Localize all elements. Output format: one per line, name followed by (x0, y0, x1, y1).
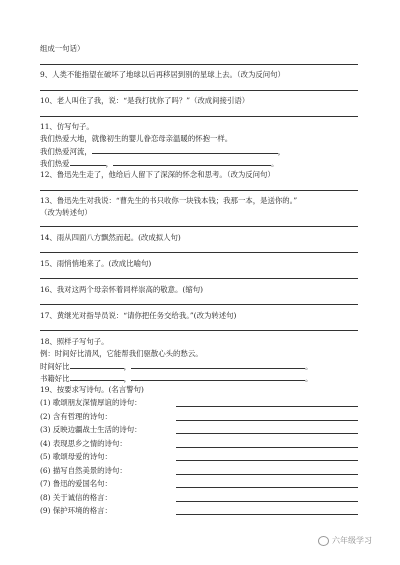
question-19-item: (8) 关于诚信的格言： (40, 492, 112, 502)
comma: ， (277, 147, 286, 156)
watermark (318, 535, 372, 546)
question-19-item: (6) 描写自然美景的诗句： (40, 465, 127, 475)
answer-line[interactable] (40, 90, 358, 91)
question-10: 10、老人叫住了我，说：“是我打扰你了吗？”（改成间接引语） (40, 96, 250, 105)
answer-line[interactable] (176, 406, 358, 407)
question-18-line-2 (40, 373, 312, 383)
question-16: 16、我对这两个母亲怀着同样崇高的敬意。(缩句) (40, 285, 203, 294)
period: 。 (270, 159, 279, 168)
answer-line[interactable] (176, 474, 358, 475)
question-12: 12、鲁迅先生走了，他给后人留下了深深的怀念和思考。（改为反问句） (40, 170, 275, 179)
question-18-line-1 (40, 361, 312, 371)
fill-blank[interactable] (113, 158, 271, 166)
answer-line[interactable] (40, 64, 358, 65)
answer-line[interactable] (40, 252, 358, 253)
line-prefix: 时间好比 (40, 362, 70, 371)
question-14: 14、雨从四面八方飘然而起。(改成拟人句) (40, 233, 181, 242)
watermark-text: 六年级学习 (332, 536, 372, 545)
question-11-line-2 (40, 146, 285, 156)
question-11-title: 11、仿写句子。 (40, 122, 94, 131)
question-19-title: 19、按要求写诗句。(名言警句) (40, 385, 144, 394)
question-18-title: 18、照样子写句子。 (40, 337, 109, 346)
period: 。 (304, 374, 313, 383)
fill-blank[interactable] (70, 361, 124, 369)
question-11-line-3 (40, 158, 278, 168)
question-18-example: 例：时间好比清风，它能帮我们驱散心头的愁云。 (40, 349, 203, 358)
answer-line[interactable] (176, 447, 358, 448)
fill-blank[interactable] (70, 158, 106, 166)
answer-line[interactable] (40, 330, 358, 331)
period: 。 (304, 362, 313, 371)
answer-line[interactable] (176, 420, 358, 421)
comma: ， (123, 362, 131, 371)
question-19-item: (9) 保护环境的格言： (40, 506, 112, 515)
fill-blank[interactable] (131, 373, 305, 381)
line-prefix: 我们热爱河流， (40, 147, 92, 156)
question-9: 9、人类不能指望在破坏了地球以后再移居到别的星球上去。（改为反问句） (40, 70, 285, 79)
question-13-line-2: （改为转述句） (40, 208, 92, 217)
answer-line[interactable] (176, 460, 358, 461)
fill-blank[interactable] (70, 373, 124, 381)
question-19-item: (2) 含有哲理的诗句： (40, 411, 112, 421)
answer-line[interactable] (40, 304, 358, 305)
question-17: 17、黄继光对指导员说：“请你把任务交给我。”(改为转述句) (40, 311, 237, 320)
line-prefix: 我们热爱 (40, 159, 70, 168)
comma: ， (105, 159, 113, 168)
question-19-item: (7) 鲁迅的爱国名句： (40, 479, 112, 488)
answer-line[interactable] (176, 487, 358, 488)
wechat-icon (318, 536, 329, 546)
line-prefix: 书籍好比 (40, 374, 70, 383)
question-19-item: (4) 表现思乡之情的诗句： (40, 438, 127, 448)
answer-line[interactable] (176, 501, 358, 502)
fill-blank[interactable] (131, 361, 305, 369)
intro-text: 组成一句话） (40, 44, 85, 53)
answer-line[interactable] (40, 190, 358, 191)
question-19-item: (5) 歌颂母爱的诗句： (40, 452, 112, 461)
answer-line[interactable] (40, 278, 358, 279)
fill-blank[interactable] (92, 146, 278, 154)
question-13-line-1: 13、鲁迅先生对我说：“曹先生的书只收你一块钱本钱；我那一本，是送你的。” (40, 196, 298, 205)
answer-line[interactable] (176, 433, 358, 434)
answer-line[interactable] (40, 116, 358, 117)
question-15: 15、雨悄悄地来了。(改成比喻句) (40, 259, 152, 268)
question-19-item: (1) 歌颂朋友深情厚谊的诗句： (40, 398, 142, 407)
question-19-item: (3) 反映边疆战士生活的诗句： (40, 425, 142, 434)
question-11-example: 我们热爱大地，就像初生的婴儿眷恋母亲温暖的怀抱一样。 (40, 134, 233, 143)
answer-line[interactable] (40, 226, 358, 227)
answer-line[interactable] (176, 514, 358, 515)
comma: ， (123, 374, 131, 383)
